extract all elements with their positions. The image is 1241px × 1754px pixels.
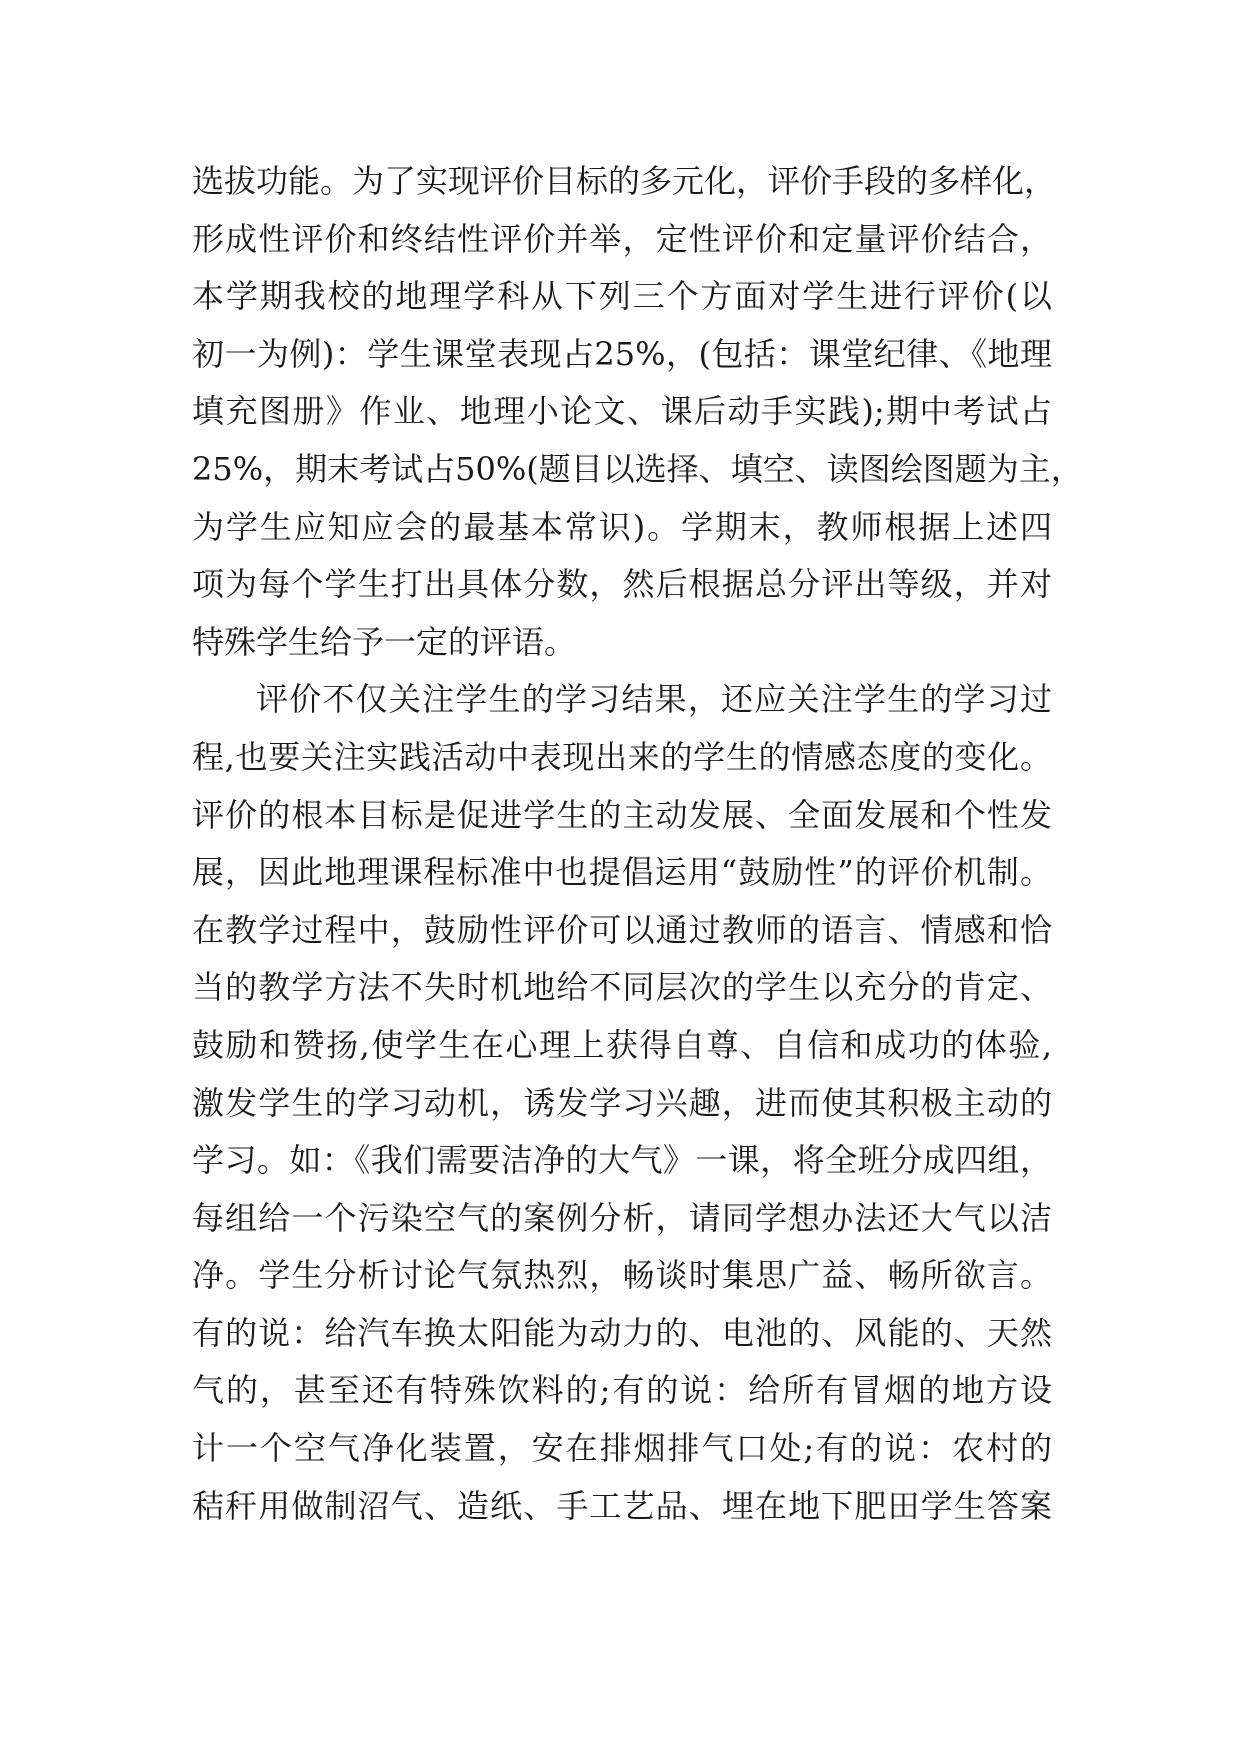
text-line: 激发学生的学习动机，诱发学习兴趣，进而使其积极主动的: [192, 1083, 1052, 1122]
text-line: 在教学过程中，鼓励性评价可以通过教师的语言、情感和恰: [192, 910, 1052, 949]
text-line: 程,也要关注实践活动中表现出来的学生的情感态度的变化。: [192, 737, 1052, 776]
text-line: 鼓励和赞扬,使学生在心理上获得自尊、自信和成功的体验,: [192, 1025, 1052, 1064]
text-line: 气的，甚至还有特殊饮料的;有的说：给所有冒烟的地方设: [192, 1371, 1052, 1410]
text-line: 项为每个学生打出具体分数，然后根据总分评出等级，并对: [192, 565, 1052, 604]
text-line: 本学期我校的地理学科从下列三个方面对学生进行评价(以: [192, 277, 1052, 316]
paragraph: [192, 153, 1083, 671]
text-line: 选拔功能。为了实现评价目标的多元化，评价手段的多样化，: [192, 162, 1057, 200]
paragraph: [192, 671, 1052, 1535]
text-line: 评价的根本目标是促进学生的主动发展、全面发展和个性发: [192, 795, 1052, 834]
text-line: 每组给一个污染空气的案例分析，请同学想办法还大气以洁: [192, 1198, 1052, 1237]
text-line: 净。学生分析讨论气氛热烈，畅谈时集思广益、畅所欲言。: [192, 1256, 1052, 1295]
text-line: 当的教学方法不失时机地给不同层次的学生以充分的肯定、: [192, 968, 1052, 1007]
text-line: 形成性评价和终结性评价并举，定性评价和定量评价结合，: [192, 219, 1052, 258]
text-line: 秸秆用做制沼气、造纸、手工艺品、埋在地下肥田学生答案: [192, 1486, 1052, 1525]
document-body: [192, 153, 1083, 1535]
text-line: 填充图册》作业、地理小论文、课后动手实践);期中考试占: [192, 392, 1052, 431]
text-line: 为学生应知应会的最基本常识)。学期末，教师根据上述四: [192, 507, 1052, 546]
text-line: 展，因此地理课程标准中也提倡运用“鼓励性”的评价机制。: [192, 853, 1052, 892]
text-line: 25%，期末考试占50%(题目以选择、填空、读图绘图题为主，: [192, 449, 1083, 488]
text-line: 初一为例)：学生课堂表现占25%，(包括：课堂纪律、《地理: [192, 334, 1052, 373]
text-line: 学习。如：《我们需要洁净的大气》一课，将全班分成四组，: [192, 1141, 1052, 1180]
text-line: 特殊学生给予一定的评语。: [192, 622, 577, 661]
text-line: 有的说：给汽车换太阳能为动力的、电池的、风能的、天然: [192, 1313, 1052, 1352]
text-line: 评价不仅关注学生的学习结果，还应关注学生的学习过: [256, 680, 1052, 719]
text-line: 计一个空气净化装置，安在排烟排气口处;有的说：农村的: [192, 1429, 1052, 1468]
